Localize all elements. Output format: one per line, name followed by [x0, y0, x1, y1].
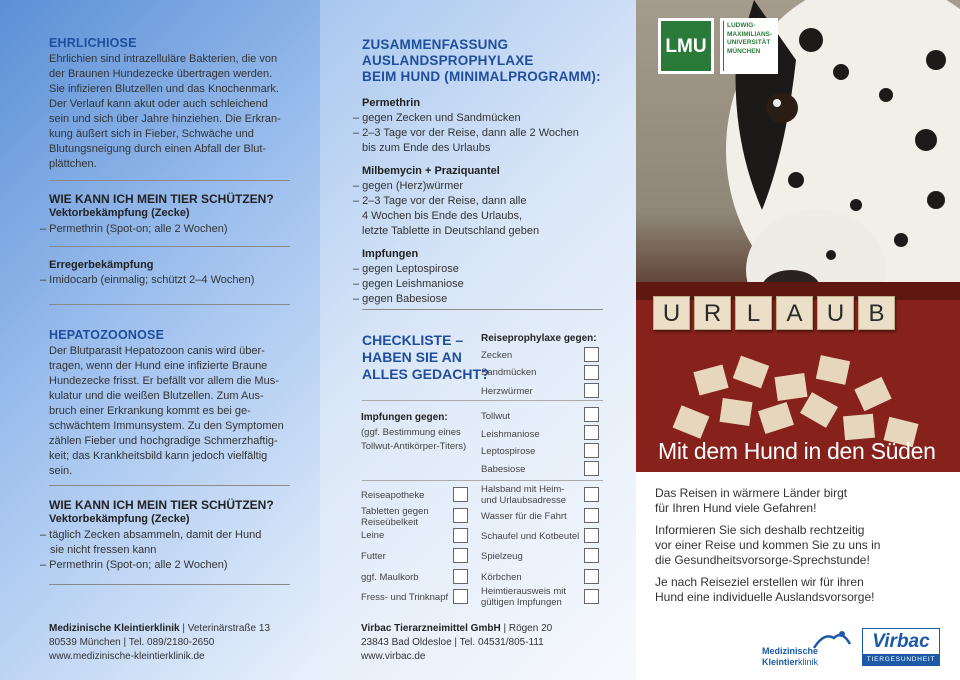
checkbox-tabletten[interactable] [453, 508, 468, 523]
divider [49, 304, 290, 305]
checkbox-leine[interactable] [453, 528, 468, 543]
letter-tile: A [776, 296, 813, 330]
text-line: Der Verlauf kann akut oder auch schleichend [49, 98, 268, 110]
checkbox-maulkorb[interactable] [453, 569, 468, 584]
hepatozoonose-title: HEPATOZOONOSE [49, 328, 165, 342]
list-item: – täglich Zecken absammeln, damit der Hund [40, 529, 262, 541]
checkbox-napf[interactable] [453, 589, 468, 604]
cover-text [655, 486, 950, 605]
erreger-list [40, 273, 320, 288]
list-item: – 2–3 Tage vor der Reise, dann alle 2 Wochen [353, 127, 579, 139]
divider [362, 400, 603, 401]
group-title: Milbemycin + Praziquantel [362, 165, 500, 177]
hepatozoonose-text [49, 344, 311, 479]
list-item: 4 Wochen bis Ende des Urlaubs, [362, 210, 522, 222]
text-line: kung äußert sich in Fieber, Schwäche und [49, 128, 254, 140]
group-title: Impfungen [362, 248, 419, 260]
cover-caption: Mit dem Hund in den Süden [658, 438, 936, 464]
letter-tile: L [735, 296, 772, 330]
summary-title [362, 37, 601, 85]
virbac-footer [361, 622, 552, 664]
list-item: – gegen (Herz)würmer [353, 180, 464, 192]
footer-address: | Veterinärstraße 13 [179, 623, 271, 634]
divider [362, 309, 603, 310]
lmu-name-line: MAXIMILIANS- [727, 30, 773, 38]
footer-website[interactable]: www.virbac.de [361, 651, 426, 662]
text-line: plättchen. [49, 158, 97, 170]
summary-group-permethrin [353, 96, 633, 156]
text-line: schwächtem Immunsystem. Zu den Symptomen [49, 420, 284, 432]
letter-tile: U [817, 296, 854, 330]
checkbox-leishmaniose[interactable] [584, 425, 599, 440]
checkbox-reiseapotheke[interactable] [453, 487, 468, 502]
checkbox-babesiose[interactable] [584, 461, 599, 476]
checklist-label: ggf. Maulkorb [361, 572, 419, 583]
lmu-name-line: MÜNCHEN [727, 47, 761, 55]
title-line: CHECKLISTE – [362, 332, 464, 348]
schutz-list-1 [40, 222, 320, 237]
checkbox-futter[interactable] [453, 548, 468, 563]
erreger-title [49, 258, 154, 273]
lmu-logo-mark: LMU [661, 21, 711, 71]
text-line: Hundezecke frisst. Er befällt vor allem die Mus- [49, 375, 279, 387]
checkbox-schaufel[interactable] [584, 528, 599, 543]
text-line: kulatur und die weißen Blutzellen. Zum Aus- [49, 390, 264, 402]
lmu-name-line: LUDWIG- [727, 22, 756, 29]
checkbox-sandmuecken[interactable] [584, 365, 599, 380]
text-line: für Ihren Hund viele Gefahren! [655, 501, 817, 515]
klinik-logo-line: klinik [798, 657, 819, 667]
text-line: die Gesundheitsvorsorge-Sprechstunde! [655, 553, 870, 567]
checkbox-heimtierausweis[interactable] [584, 589, 599, 604]
list-item: – 2–3 Tage vor der Reise, dann alle [353, 195, 527, 207]
impfungen-note: (ggf. Bestimmung eines [361, 427, 461, 438]
schutz-list-2 [40, 528, 320, 573]
footer-address: | Rögen 20 [500, 623, 553, 634]
checklist-label: Leine [361, 530, 385, 541]
title-line: AUSLANDSPROPHYLAXE [362, 53, 534, 68]
text-line: vor einer Reise und kommen Sie zu uns in [655, 538, 881, 552]
hepatozoonose-section [49, 328, 311, 479]
text-line: Informieren Sie sich deshalb rechtzeitig [655, 523, 865, 537]
urlaub-tiles [653, 296, 895, 330]
list-item: – gegen Babesiose [353, 293, 448, 305]
text-line: der Braunen Hundezecke übertragen werden. [49, 68, 273, 80]
schutz-title: WIE KANN ICH MEIN TIER SCHÜTZEN? [49, 192, 274, 206]
letter-tile: B [858, 296, 895, 330]
schutz-section-2 [49, 498, 319, 527]
panel-middle [320, 0, 636, 680]
list-item: – Imidocarb (einmalig; schützt 2–4 Wochen) [40, 274, 255, 286]
title-line: ALLES GEDACHT? [362, 366, 490, 382]
checklist-label: Schaufel und Kotbeutel [481, 531, 580, 542]
checkbox-herzwuermer[interactable] [584, 383, 599, 398]
checklist-label: Tollwut [481, 411, 511, 422]
impfungen-note: Tollwut-Antikörper-Titers) [361, 441, 467, 452]
checkbox-spielzeug[interactable] [584, 548, 599, 563]
text-line: bruch einer Erkrankung kommt es bei ge- [49, 405, 251, 417]
title-line: HABEN SIE AN [362, 349, 462, 365]
summary-group-milbemycin [353, 164, 633, 239]
text-line: Der Blutparasit Hepatozoon canis wird über- [49, 345, 265, 357]
text-line: Sie infizieren Blutzellen und das Knochenmark. [49, 83, 279, 95]
text-line: sein und sich über Jahre hinziehen. Die Erkran- [49, 113, 281, 125]
schutz-subtitle: Vektorbekämpfung (Zecke) [49, 207, 190, 219]
letter-tile: R [694, 296, 731, 330]
panel-left [0, 0, 320, 680]
cover-paragraph [655, 486, 950, 516]
kleintierklinik-logo [760, 628, 850, 670]
list-item: bis zum Ende des Urlaubs [362, 142, 491, 154]
list-item: sie nicht fressen kann [50, 544, 157, 556]
footer-name: Virbac Tierarzneimittel GmbH [361, 623, 501, 634]
checklist-label: Leishmaniose [481, 429, 540, 440]
checklist-title [362, 332, 490, 383]
klinik-logo-line: Kleintier [762, 657, 799, 667]
summary-group-impfungen [353, 247, 633, 307]
divider [49, 180, 290, 181]
text-line: Hund eine individuelle Auslandsvorsorge! [655, 590, 875, 604]
checklist-label: Babesiose [481, 464, 526, 475]
erreger-subtitle: Erregerbekämpfung [49, 259, 154, 271]
checklist-label: Körbchen [481, 572, 522, 583]
checklist-label: Tabletten gegen Reiseübelkeit [361, 506, 429, 528]
list-item: – Permethrin (Spot-on; alle 2 Wochen) [40, 559, 228, 571]
summary-groups [353, 96, 633, 307]
divider [362, 480, 603, 481]
virbac-logo [862, 628, 940, 666]
checkbox-tollwut[interactable] [584, 407, 599, 422]
list-item: – gegen Leishmaniose [353, 278, 464, 290]
klinik-footer [49, 622, 270, 664]
checklist-label: Wasser für die Fahrt [481, 511, 567, 522]
cover-paragraph [655, 523, 950, 568]
text-line: zählen Fieber und hochgradige Schmerzhaftig- [49, 435, 278, 447]
letter-tile: U [653, 296, 690, 330]
lmu-divider [723, 21, 724, 71]
footer-website[interactable]: www.medizinische-kleintierklinik.de [49, 651, 205, 662]
list-item: letzte Tablette in Deutschland geben [362, 225, 540, 237]
divider [49, 584, 290, 585]
text-line: Das Reisen in wärmere Länder birgt [655, 486, 848, 500]
ehrlichiose-section [49, 36, 309, 172]
title-line: ZUSAMMENFASSUNG [362, 37, 509, 52]
divider [49, 485, 290, 486]
ehrlichiose-text [49, 52, 309, 172]
list-item: – gegen Zecken und Sandmücken [353, 112, 521, 124]
checklist-label: Reiseapotheke [361, 490, 425, 501]
footer-name: Medizinische Kleintierklinik [49, 623, 180, 634]
list-item: – gegen Leptospirose [353, 263, 459, 275]
checkbox-zecken[interactable] [584, 347, 599, 362]
text-line: Ehrlichien sind intrazelluläre Bakterien, die von [49, 53, 278, 65]
schutz-subtitle: Vektorbekämpfung (Zecke) [49, 513, 190, 525]
footer-contact: 23843 Bad Oldesloe | Tel. 04531/805-111 [361, 637, 544, 648]
text-line: keit; das Krankheitsbild kann jedoch vielfältig [49, 450, 268, 462]
ehrlichiose-title: EHRLICHIOSE [49, 36, 137, 50]
text-line: sein. [49, 465, 73, 477]
prophylaxe-header: Reiseprophylaxe gegen: [481, 333, 597, 344]
group-title: Permethrin [362, 97, 421, 109]
checklist-label: Sandmücken [481, 367, 537, 378]
checklist-label: Herzwürmer [481, 386, 533, 397]
lmu-logo-frame [658, 18, 714, 74]
text-line: tragen, wenn der Hund eine infizierte Braune [49, 360, 268, 372]
schutz-section-1 [49, 192, 319, 221]
schutz-title: WIE KANN ICH MEIN TIER SCHÜTZEN? [49, 498, 274, 512]
checklist-label: Spielzeug [481, 551, 523, 562]
footer-contact: 80539 München | Tel. 089/2180-2650 [49, 637, 215, 648]
virbac-logo-subtitle: TIERGESUNDHEIT [863, 654, 939, 666]
checklist-label: Leptospirose [481, 446, 536, 457]
checkbox-halsband[interactable] [584, 487, 599, 502]
lmu-text-box [720, 18, 778, 74]
divider [49, 246, 290, 247]
lmu-logo [658, 18, 714, 74]
checklist-label: Fress- und Trinknapf [361, 592, 449, 603]
cover-paragraph [655, 575, 950, 605]
impfungen-header: Impfungen gegen: [361, 412, 448, 423]
klinik-logo-text [762, 646, 818, 668]
checkbox-leptospirose[interactable] [584, 443, 599, 458]
lmu-name [727, 22, 772, 56]
list-item: – Permethrin (Spot-on; alle 2 Wochen) [40, 223, 228, 235]
text-line: Je nach Reiseziel erstellen wir für ihren [655, 575, 864, 589]
klinik-logo-line: Medizinische [762, 646, 819, 656]
lmu-name-line: UNIVERSITÄT [727, 39, 771, 46]
checklist-label: Heimtierausweis mit gültigen Impfungen [481, 586, 566, 608]
text-line: Blutungsneigung durch einen Abfall der Blut- [49, 143, 267, 155]
checkbox-wasser[interactable] [584, 508, 599, 523]
checklist-label: Halsband mit Heim- und Urlaubsadresse [481, 484, 567, 506]
checkbox-koerbchen[interactable] [584, 569, 599, 584]
checklist-label: Futter [361, 551, 386, 562]
checklist-label: Zecken [481, 350, 513, 361]
title-line: BEIM HUND (MINIMALPROGRAMM): [362, 69, 601, 84]
virbac-logo-text: Virbac [872, 631, 930, 652]
